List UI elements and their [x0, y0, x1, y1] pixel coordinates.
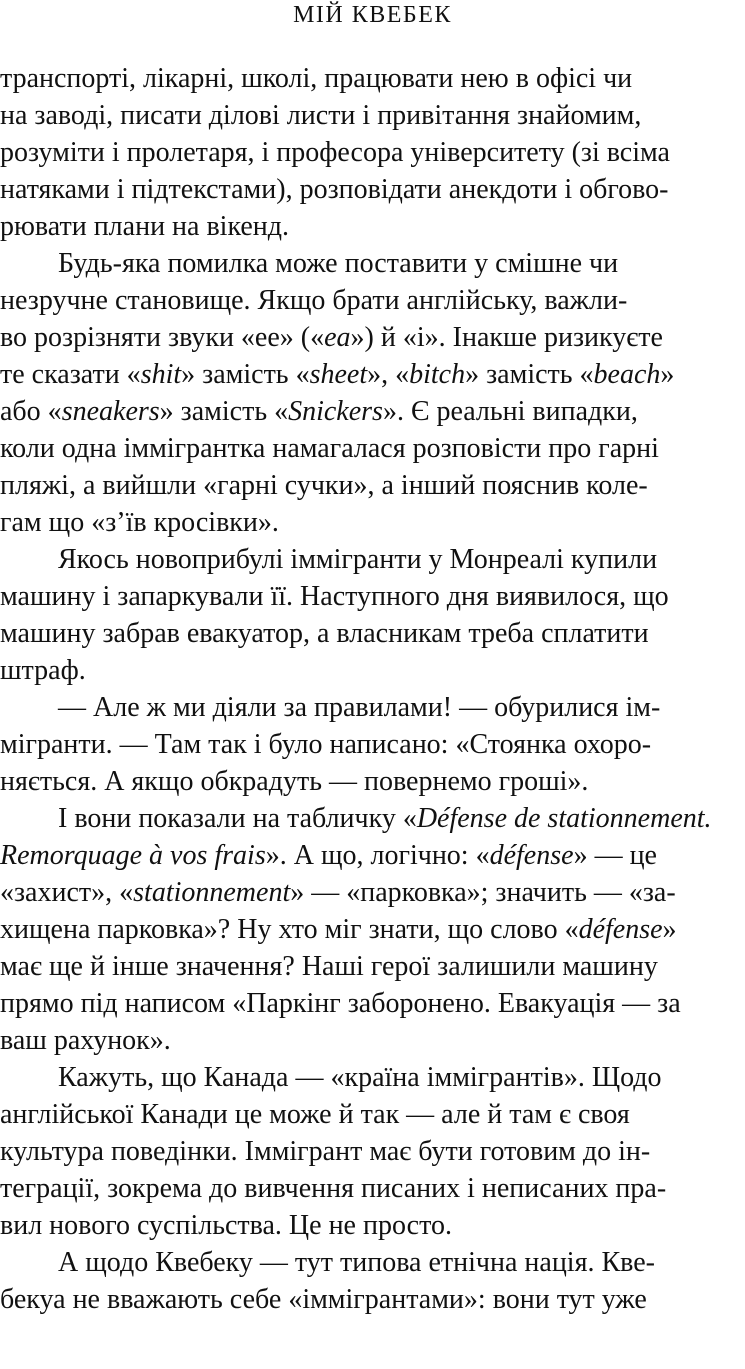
text-segment: А щодо Квебеку — тут типова етнічна нація. Кве- — [58, 1247, 655, 1278]
italic-segment: Snickers — [288, 396, 383, 427]
text-segment: мігранти. — Там так і було написано: «Стоянка охоро- — [0, 729, 652, 760]
italic-segment: stationnement — [133, 877, 291, 908]
text-line — [0, 245, 745, 282]
text-segment: » — це — [573, 840, 657, 871]
text-segment: англійської Канади це може й так — але й там є своя — [0, 1099, 630, 1130]
italic-segment: sheet — [309, 359, 368, 390]
text-line — [0, 985, 745, 1022]
text-segment: штраф. — [0, 655, 86, 686]
italic-segment: shit — [140, 359, 182, 390]
text-line — [0, 1133, 745, 1170]
text-segment: транспорті, лікарні, школі, працювати нею в офісі чи — [0, 63, 633, 94]
text-line — [0, 356, 745, 393]
text-line — [0, 948, 745, 985]
text-segment: або « — [0, 396, 62, 427]
text-segment: гам що «з’їв кросівки». — [0, 507, 279, 538]
text-segment: няється. А якщо обкрадуть — повернемо гроші». — [0, 766, 589, 797]
italic-segment: défense — [489, 840, 574, 871]
text-line — [0, 171, 745, 208]
text-segment: » замість « — [159, 396, 289, 427]
italic-segment: Défense de stationnement. — [416, 803, 712, 834]
text-line — [0, 1281, 745, 1318]
text-segment: машину забрав евакуатор, а власникам треба сплатити — [0, 618, 649, 649]
text-line — [0, 652, 745, 689]
text-segment: має ще й інше значення? Наші герої залишили машину — [0, 951, 658, 982]
text-line — [0, 837, 745, 874]
page-edge-mark — [739, 1338, 745, 1348]
text-line — [0, 430, 745, 467]
italic-segment: Remorquage à vos frais — [0, 840, 266, 871]
text-line — [0, 282, 745, 319]
text-line — [0, 208, 745, 245]
text-line — [0, 689, 745, 726]
text-line — [0, 1244, 745, 1281]
text-line — [0, 874, 745, 911]
body-text — [0, 60, 745, 1318]
text-line — [0, 1096, 745, 1133]
text-line — [0, 615, 745, 652]
text-line — [0, 800, 745, 837]
italic-segment: défense — [578, 914, 663, 945]
text-segment: — Але ж ми діяли за правилами! — обурилися ім- — [58, 692, 661, 723]
text-line — [0, 504, 745, 541]
text-segment: Кажуть, що Канада — «країна іммігрантів». Щодо — [58, 1062, 662, 1093]
text-segment: «захист», « — [0, 877, 134, 908]
text-segment: натяками і підтекстами), розповідати анекдоти і обгово- — [0, 174, 669, 205]
text-segment: » — [662, 914, 677, 945]
text-line — [0, 134, 745, 171]
text-segment: », « — [367, 359, 410, 390]
running-head: МІЙ КВЕБЕК — [293, 2, 452, 28]
text-line — [0, 541, 745, 578]
text-segment: хищена парковка»? Ну хто міг знати, що слово « — [0, 914, 579, 945]
text-segment: рювати плани на вікенд. — [0, 211, 290, 242]
text-segment: ») й «і». Інакше ризикуєте — [350, 322, 663, 353]
text-line — [0, 97, 745, 134]
text-segment: на заводі, писати ділові листи і привітання знайомим, — [0, 100, 642, 131]
text-line — [0, 319, 745, 356]
text-segment: теграції, зокрема до вивчення писаних і неписаних пра- — [0, 1173, 667, 1204]
text-line — [0, 1207, 745, 1244]
italic-segment: ea — [324, 322, 351, 353]
text-segment: розуміти і пролетаря, і професора університету (зі всіма — [0, 137, 670, 168]
text-segment: коли одна іммігрантка намагалася розповісти про гарні — [0, 433, 659, 464]
text-line — [0, 911, 745, 948]
italic-segment: beach — [593, 359, 661, 390]
text-segment: ». Є реальні випадки, — [382, 396, 638, 427]
text-line — [0, 726, 745, 763]
text-line — [0, 1022, 745, 1059]
text-segment: культура поведінки. Іммігрант має бути готовим до ін- — [0, 1136, 651, 1167]
italic-segment: sneakers — [61, 396, 160, 427]
text-segment: вил нового суспільства. Це не просто. — [0, 1210, 452, 1241]
text-line — [0, 60, 745, 97]
text-segment: машину і запаркували її. Наступного дня виявилося, що — [0, 581, 669, 612]
text-line — [0, 467, 745, 504]
text-segment: бекуа не вважають себе «іммігрантами»: вони тут уже — [0, 1284, 647, 1315]
text-segment: » — [660, 359, 675, 390]
text-segment: » замість « — [465, 359, 594, 390]
text-segment: ». А що, логічно: « — [265, 840, 490, 871]
text-segment: Будь-яка помилка може поставити у смішне чи — [58, 248, 619, 279]
text-segment: прямо під написом «Паркінг заборонено. Евакуація — за — [0, 988, 681, 1019]
text-segment: І вони показали на табличку « — [58, 803, 417, 834]
text-line — [0, 578, 745, 615]
text-segment: » — «парковка»; значить — «за- — [290, 877, 676, 908]
text-line — [0, 1170, 745, 1207]
text-segment: ваш рахунок». — [0, 1025, 171, 1056]
text-segment: те сказати « — [0, 359, 141, 390]
italic-segment: bitch — [409, 359, 466, 390]
text-line — [0, 763, 745, 800]
text-segment: » замість « — [181, 359, 310, 390]
text-segment: во розрізняти звуки «ее» (« — [0, 322, 325, 353]
text-segment: незручне становище. Якщо брати англійську, важли- — [0, 285, 628, 316]
text-line — [0, 393, 745, 430]
text-segment: Якось новоприбулі іммігранти у Монреалі купили — [58, 544, 658, 575]
text-line — [0, 1059, 745, 1096]
text-segment: пляжі, а вийшли «гарні сучки», а інший пояснив коле- — [0, 470, 648, 501]
